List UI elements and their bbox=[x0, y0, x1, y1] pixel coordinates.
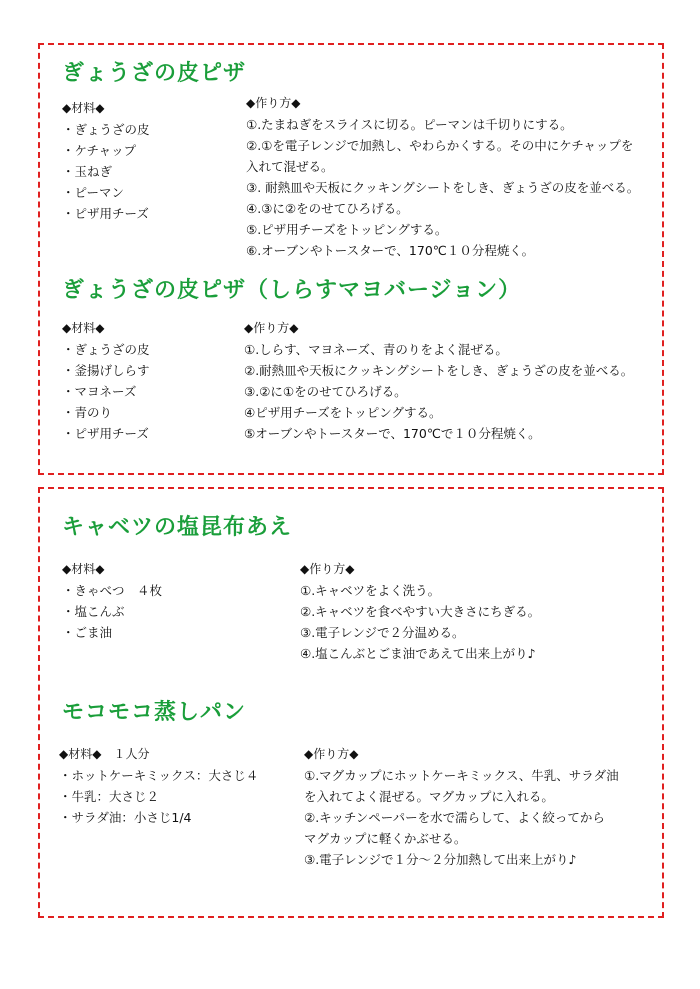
ingredients-list bbox=[62, 318, 150, 444]
step-item: ①.キャベツをよく洗う。 bbox=[300, 583, 441, 598]
step-item: ③.電子レンジで２分温める。 bbox=[300, 625, 465, 640]
ingredient-item: ・ 青のり bbox=[62, 402, 150, 423]
step-item: ④ピザ用チーズをトッピングする。 bbox=[244, 405, 442, 420]
ingredient-item: ・ サラダ油：小さじ1/4 bbox=[59, 807, 258, 828]
step-item: ③.電子レンジで１分～２分加熱して出来上がり♪ bbox=[304, 852, 577, 867]
step-item: ①.しらす、マヨネーズ、青のりをよく混ぜる。 bbox=[244, 342, 508, 357]
step-item: マグカップに軽くかぶせる。 bbox=[304, 831, 467, 846]
ingredient-item: ・ きゃべつ ４枚 bbox=[62, 580, 162, 601]
ingredients-list bbox=[62, 98, 150, 224]
step-item: ②.キッチンペーパーを水で濡らして、よく絞ってから bbox=[304, 810, 605, 825]
ingredient-item: ・ ごま油 bbox=[62, 622, 162, 643]
step-item: ⑤.ピザ用チーズをトッピングする。 bbox=[246, 222, 448, 237]
step-item: ①.たまねぎをスライスに切る。ピーマンは千切りにする。 bbox=[246, 117, 573, 132]
recipe-title: ぎょうざの皮ピザ bbox=[62, 61, 247, 86]
steps-heading: ◆作り方◆ bbox=[244, 321, 299, 335]
ingredient-item: ・ ぎょうざの皮 bbox=[62, 339, 150, 360]
step-item: ⑥.オーブンやトースターで、170℃１０分程焼く。 bbox=[246, 243, 535, 258]
step-item: ⑤オーブンやトースターで、170℃で１０分程焼く。 bbox=[244, 426, 541, 441]
ingredient-item: ・ ピーマン bbox=[62, 182, 150, 203]
ingredient-item: ・ 牛乳：大さじ２ bbox=[59, 786, 258, 807]
steps-list bbox=[300, 559, 540, 664]
ingredient-item: ・ ピザ用チーズ bbox=[62, 423, 150, 444]
steps-list bbox=[246, 93, 639, 261]
step-item: ②.①を電子レンジで加熱し、やわらかくする。その中にケチャップを bbox=[246, 138, 634, 153]
step-item: 入れて混ぜる。 bbox=[246, 159, 334, 174]
steps-heading: ◆作り方◆ bbox=[300, 562, 355, 576]
step-item: ①.マグカップにホットケーキミックス、牛乳、サラダ油 bbox=[304, 768, 619, 783]
step-item: を入れてよく混ぜる。マグカップに入れる。 bbox=[304, 789, 554, 804]
ingredient-item: ・ ホットケーキミックス：大さじ４ bbox=[59, 765, 258, 786]
steps-heading: ◆作り方◆ bbox=[304, 747, 359, 761]
ingredients-list bbox=[62, 559, 162, 643]
ingredient-item: ・ マヨネーズ bbox=[62, 381, 150, 402]
recipe-title: ぎょうざの皮ピザ（しらすマヨバージョン） bbox=[62, 278, 522, 303]
ingredients-heading: ◆材料◆ bbox=[62, 101, 105, 115]
steps-list bbox=[244, 318, 633, 444]
ingredient-item: ・ ぎょうざの皮 bbox=[62, 119, 150, 140]
step-item: ③. 耐熱皿や天板にクッキングシートをしき、ぎょうざの皮を並べる。 bbox=[246, 180, 640, 195]
ingredient-item: ・ 玉ねぎ bbox=[62, 161, 150, 182]
step-item: ②.キャベツを食べやすい大きさにちぎる。 bbox=[300, 604, 541, 619]
ingredients-list bbox=[59, 744, 258, 828]
ingredient-item: ・ 釜揚げしらす bbox=[62, 360, 150, 381]
step-item: ④.塩こんぶとごま油であえて出来上がり♪ bbox=[300, 646, 536, 661]
step-item: ②.耐熱皿や天板にクッキングシートをしき、ぎょうざの皮を並べる。 bbox=[244, 363, 634, 378]
ingredients-heading: ◆材料◆ １人分 bbox=[59, 747, 150, 761]
ingredient-item: ・ 塩こんぶ bbox=[62, 601, 162, 622]
steps-heading: ◆作り方◆ bbox=[246, 96, 301, 110]
recipe-title: モコモコ蒸しパン bbox=[62, 700, 247, 725]
ingredients-heading: ◆材料◆ bbox=[62, 321, 105, 335]
step-item: ④.③に②をのせてひろげる。 bbox=[246, 201, 409, 216]
steps-list bbox=[304, 744, 619, 870]
step-item: ③.②に①をのせてひろげる。 bbox=[244, 384, 407, 399]
recipe-title: キャベツの塩昆布あえ bbox=[62, 515, 293, 540]
ingredient-item: ・ ケチャップ bbox=[62, 140, 150, 161]
ingredients-heading: ◆材料◆ bbox=[62, 562, 105, 576]
ingredient-item: ・ ピザ用チーズ bbox=[62, 203, 150, 224]
